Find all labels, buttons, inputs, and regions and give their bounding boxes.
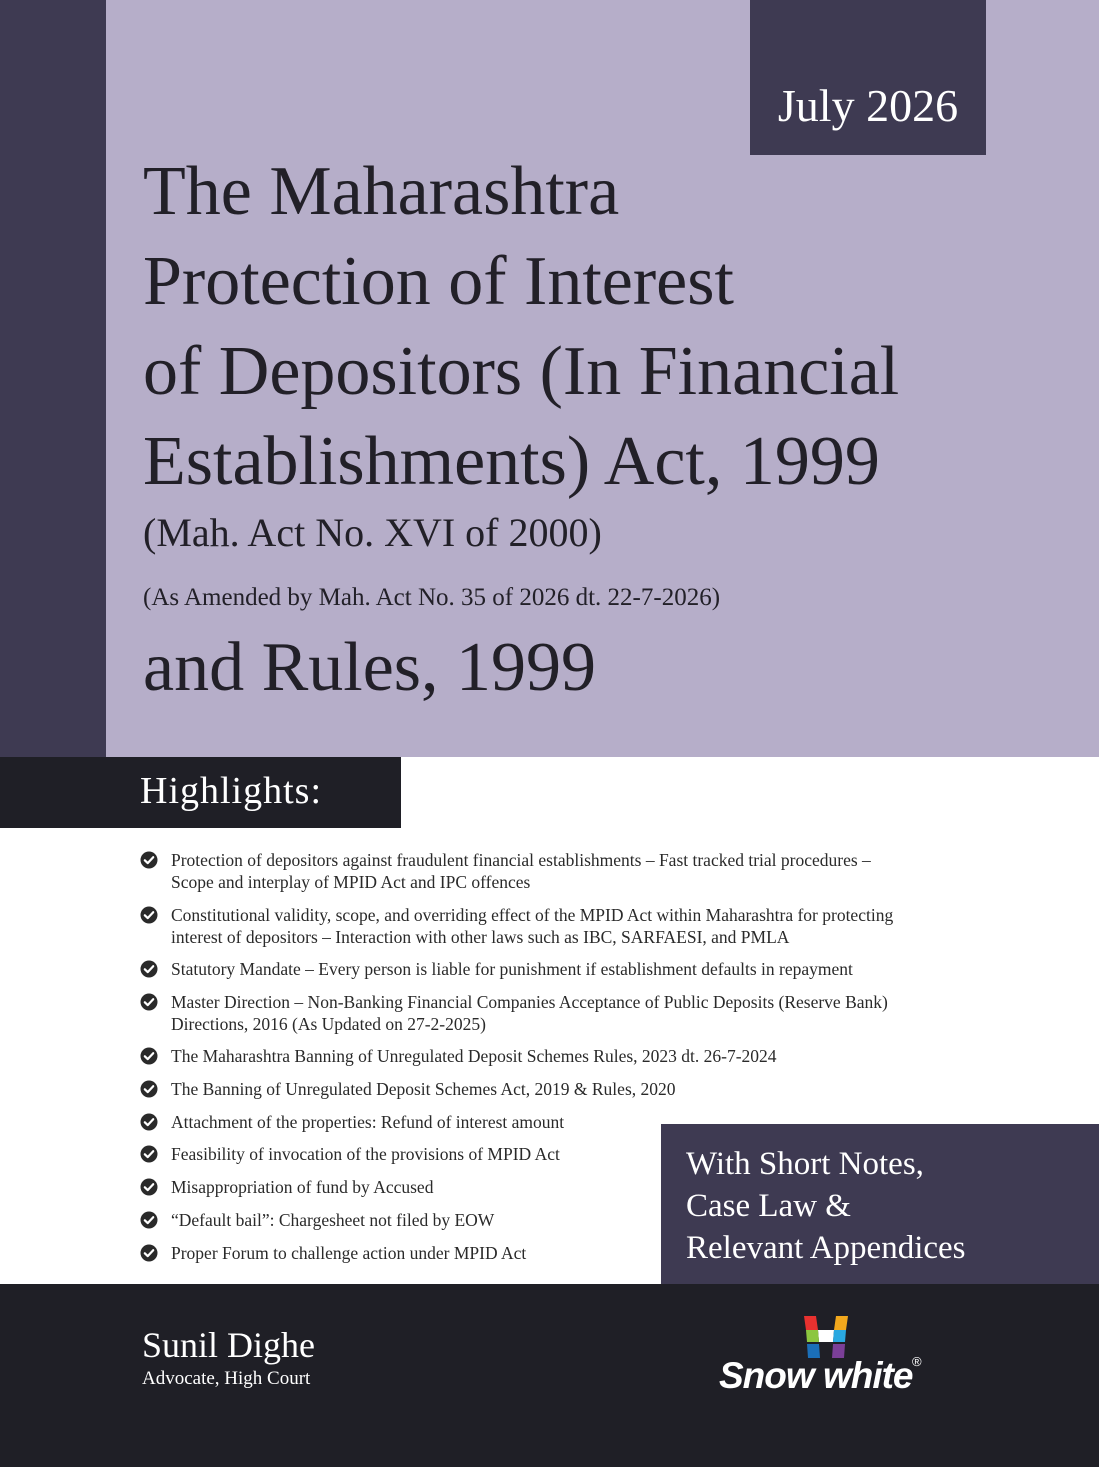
author-title: Advocate, High Court xyxy=(142,1368,311,1389)
short-notes-line-3: Relevant Appendices xyxy=(686,1230,966,1266)
snow-white-logo-mark xyxy=(802,1316,850,1358)
highlight-text-line-1: Master Direction – Non-Banking Financial Companies Acceptance of Public Deposits (Reserve Bank) xyxy=(171,992,888,1012)
check-circle-icon xyxy=(140,1145,158,1163)
highlights-heading: Highlights: xyxy=(140,770,323,812)
highlight-item xyxy=(140,1045,980,1067)
highlight-text-line-1: Statutory Mandate – Every person is liable for punishment if establishment defaults in repayment xyxy=(171,959,853,979)
highlight-item xyxy=(140,849,980,893)
rules-title: and Rules, 1999 xyxy=(143,629,597,706)
highlight-text-line-1: Feasibility of invocation of the provisions of MPID Act xyxy=(171,1144,560,1164)
highlight-text-line-1: Proper Forum to challenge action under MPID Act xyxy=(171,1243,527,1263)
registered-mark: ® xyxy=(912,1354,922,1369)
short-notes-line-1: With Short Notes, xyxy=(686,1146,924,1182)
highlight-text-line-2: Directions, 2016 (As Updated on 27-2-2025) xyxy=(171,1014,486,1034)
spine-band xyxy=(0,0,106,757)
short-notes-line-2: Case Law & xyxy=(686,1188,851,1224)
publisher-logo-text: Snow white xyxy=(719,1355,913,1396)
check-circle-icon xyxy=(140,1178,158,1196)
highlight-item xyxy=(140,991,980,1035)
check-circle-icon xyxy=(140,960,158,978)
check-circle-icon xyxy=(140,1080,158,1098)
highlight-text-line-1: Constitutional validity, scope, and overriding effect of the MPID Act within Maharashtra for protecting xyxy=(171,905,894,925)
check-circle-icon xyxy=(140,851,158,869)
check-circle-icon xyxy=(140,1211,158,1229)
book-title-line-3: of Depositors (In Financial xyxy=(143,333,900,410)
check-circle-icon xyxy=(140,1244,158,1262)
check-circle-icon xyxy=(140,993,158,1011)
highlight-item xyxy=(140,904,980,948)
act-number-subtitle: (Mah. Act No. XVI of 2000) xyxy=(143,510,602,555)
highlight-item xyxy=(140,958,980,980)
highlight-text-line-2: Scope and interplay of MPID Act and IPC offences xyxy=(171,872,531,892)
check-circle-icon xyxy=(140,906,158,924)
highlight-text-line-1: Attachment of the properties: Refund of interest amount xyxy=(171,1112,565,1132)
highlight-item xyxy=(140,1209,640,1231)
highlight-text-line-1: The Maharashtra Banning of Unregulated Deposit Schemes Rules, 2023 dt. 26-7-2024 xyxy=(171,1046,777,1066)
highlight-item xyxy=(140,1242,640,1264)
highlight-item xyxy=(140,1143,640,1165)
amendment-note: (As Amended by Mah. Act No. 35 of 2026 dt. 22-7-2026) xyxy=(143,584,721,611)
book-title-line-2: Protection of Interest xyxy=(143,243,734,320)
highlight-text-line-1: Protection of depositors against fraudulent financial establishments – Fast tracked trial procedures – xyxy=(171,850,871,870)
book-title-line-1: The Maharashtra xyxy=(143,153,620,230)
highlight-text-line-1: “Default bail”: Chargesheet not filed by EOW xyxy=(171,1210,495,1230)
edition-date: July 2026 xyxy=(777,80,959,131)
book-title-line-4: Establishments) Act, 1999 xyxy=(143,423,880,500)
highlight-text-line-2: interest of depositors – Interaction with other laws such as IBC, SARFAESI, and PMLA xyxy=(171,927,790,947)
highlight-text-line-1: Misappropriation of fund by Accused xyxy=(171,1177,434,1197)
highlight-item xyxy=(140,1176,640,1198)
author-name: Sunil Dighe xyxy=(142,1325,316,1365)
highlight-text-line-1: The Banning of Unregulated Deposit Schemes Act, 2019 & Rules, 2020 xyxy=(171,1079,676,1099)
check-circle-icon xyxy=(140,1113,158,1131)
check-circle-icon xyxy=(140,1047,158,1065)
highlight-item xyxy=(140,1078,980,1100)
